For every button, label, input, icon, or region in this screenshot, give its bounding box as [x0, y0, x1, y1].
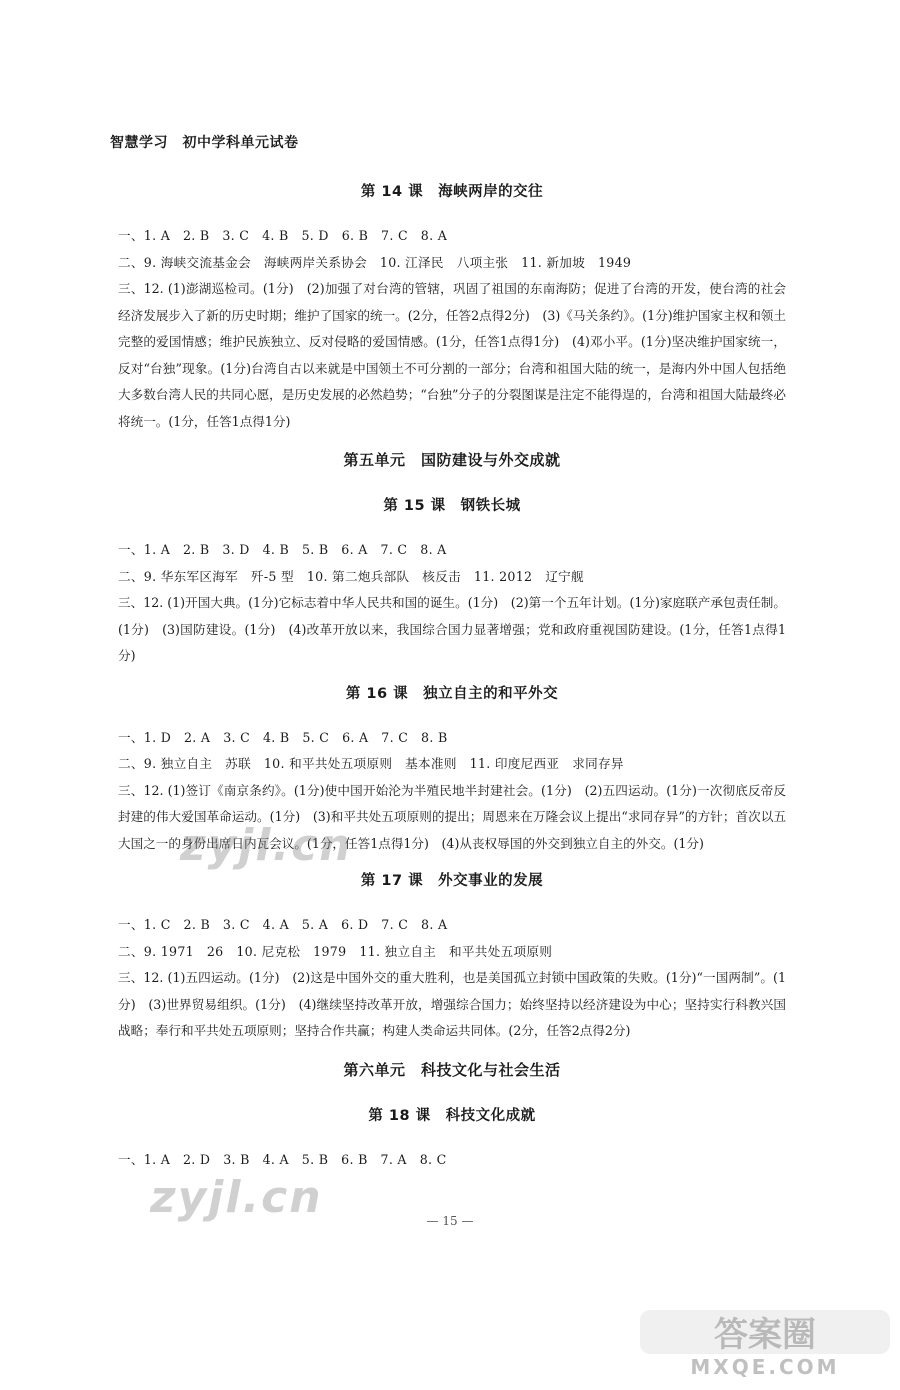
section-5: 第 15 课 钢铁长城: [383, 498, 521, 514]
section-11: 二、9. 独立自主 苏联 10. 和平共处五项原则 基本准则 11. 印度尼西亚 求同存异: [118, 756, 624, 771]
section-8: 三、12. (1)开国大典。(1分)它标志着中华人民共和国的诞生。(1分) (2)第一个五年计划。(1分)家庭联产承包责任制。(1分) (3)国防建设。(1分) (4)改革开放以来，我国综合国力显著增强；党和政府重视国防建设。(1分，任答1点得1分): [118, 595, 786, 663]
logo-text: 答案圈: [714, 1315, 816, 1355]
section-9: 第 16 课 独立自主的和平外交: [345, 685, 559, 702]
section-18: 第 18 课 科技文化成就: [368, 1107, 536, 1124]
section-17: 第六单元 科技文化与社会生活: [343, 1060, 561, 1079]
page-header: 智慧学习 初中学科单元试卷: [110, 135, 299, 151]
section-6: 一、1. A 2. B 3. D 4. B 5. B 6. A 7. C 8. A: [118, 542, 447, 557]
section-0: 第 14 课 海峡两岸的交往: [360, 184, 544, 200]
logo-url: MXQE.COM: [690, 1355, 840, 1378]
section-19: 一、1. A 2. D 3. B 4. A 5. B 6. B 7. A 8. C: [118, 1151, 447, 1167]
site-logo: [640, 1308, 890, 1378]
section-14: 一、1. C 2. B 3. C 4. A 5. A 6. D 7. C 8. A: [118, 917, 448, 932]
page-number: — 15 —: [426, 1214, 474, 1228]
section-13: 第 17 课 外交事业的发展: [360, 873, 544, 889]
section-12: 三、12. (1)签订《南京条约》。(1分)使中国开始沦为半殖民地半封建社会。(1分) (2)五四运动。(1分)一次彻底反帝反封建的伟大爱国革命运动。(1分) (3)和平共处五项原则的提出；周恩来在万隆会议上提出“求同存异”的方针；首次以五大国之一的身份出席日内瓦会议。(1分，任答1点得1分) (4)从丧权辱国的外交到独立自主的外交。(1分): [118, 782, 786, 851]
section-1: 一、1. A 2. B 3. C 4. B 5. D 6. B 7. C 8. A: [118, 228, 448, 243]
watermark-text: zyjl.cn: [180, 820, 353, 871]
section-16: 三、12. (1)五四运动。(1分) (2)这是中国外交的重大胜利，也是美国孤立封锁中国政策的失败。(1分)“一国两制”。(1分) (3)世界贸易组织。(1分) (4)继续坚持改革开放，增强综合国力；始终坚持以经济建设为中心；坚持实行科教兴国战略；奉行和平共处五项原则；坚持合作共赢；构建人类命运共同体。(2分，任答2点得2分): [118, 970, 786, 1038]
section-10: 一、1. D 2. A 3. C 4. B 5. C 6. A 7. C 8. B: [118, 729, 448, 745]
section-4: 第五单元 国防建设与外交成就: [343, 451, 561, 469]
section-2: 二、9. 海峡交流基金会 海峡两岸关系协会 10. 江泽民 八项主张 11. 新加坡 1949: [118, 254, 632, 270]
section-3: 三、12. (1)澎湖巡检司。(1分) (2)加强了对台湾的管辖，巩固了祖国的东南海防；促进了台湾的开发，使台湾的社会经济发展步入了新的历史时期；维护了国家的统一。(2分，任答2点得2分) (3)《马关条约》。(1分)维护国家主权和领土完整的爱国情感；维护民族独立、反对侵略的爱国情感。(1分，任答1点得1分) (4)邓小平。(1分)坚决维护国家统一，反对“台独”现象。(1分)台湾自古以来就是中国领土不可分割的一部分；台湾和祖国大陆的统一，是海内外中国人包括绝大多数台湾人民的共同心愿，是历史发展的必然趋势；“台独”分子的分裂图谋是注定不能得逞的，台湾和祖国大陆最终必将统一。(1分，任答1点得1分): [118, 281, 786, 429]
section-7: 二、9. 华东军区海军 歼-5 型 10. 第二炮兵部队 核反击 11. 2012 辽宁舰: [118, 568, 584, 584]
answer-content: [118, 168, 786, 1173]
watermark-text-2: zyjl.cn: [150, 1172, 323, 1223]
logo-icon: [640, 1308, 890, 1378]
section-15: 二、9. 1971 26 10. 尼克松 1979 11. 独立自主 和平共处五项原则: [118, 943, 553, 959]
